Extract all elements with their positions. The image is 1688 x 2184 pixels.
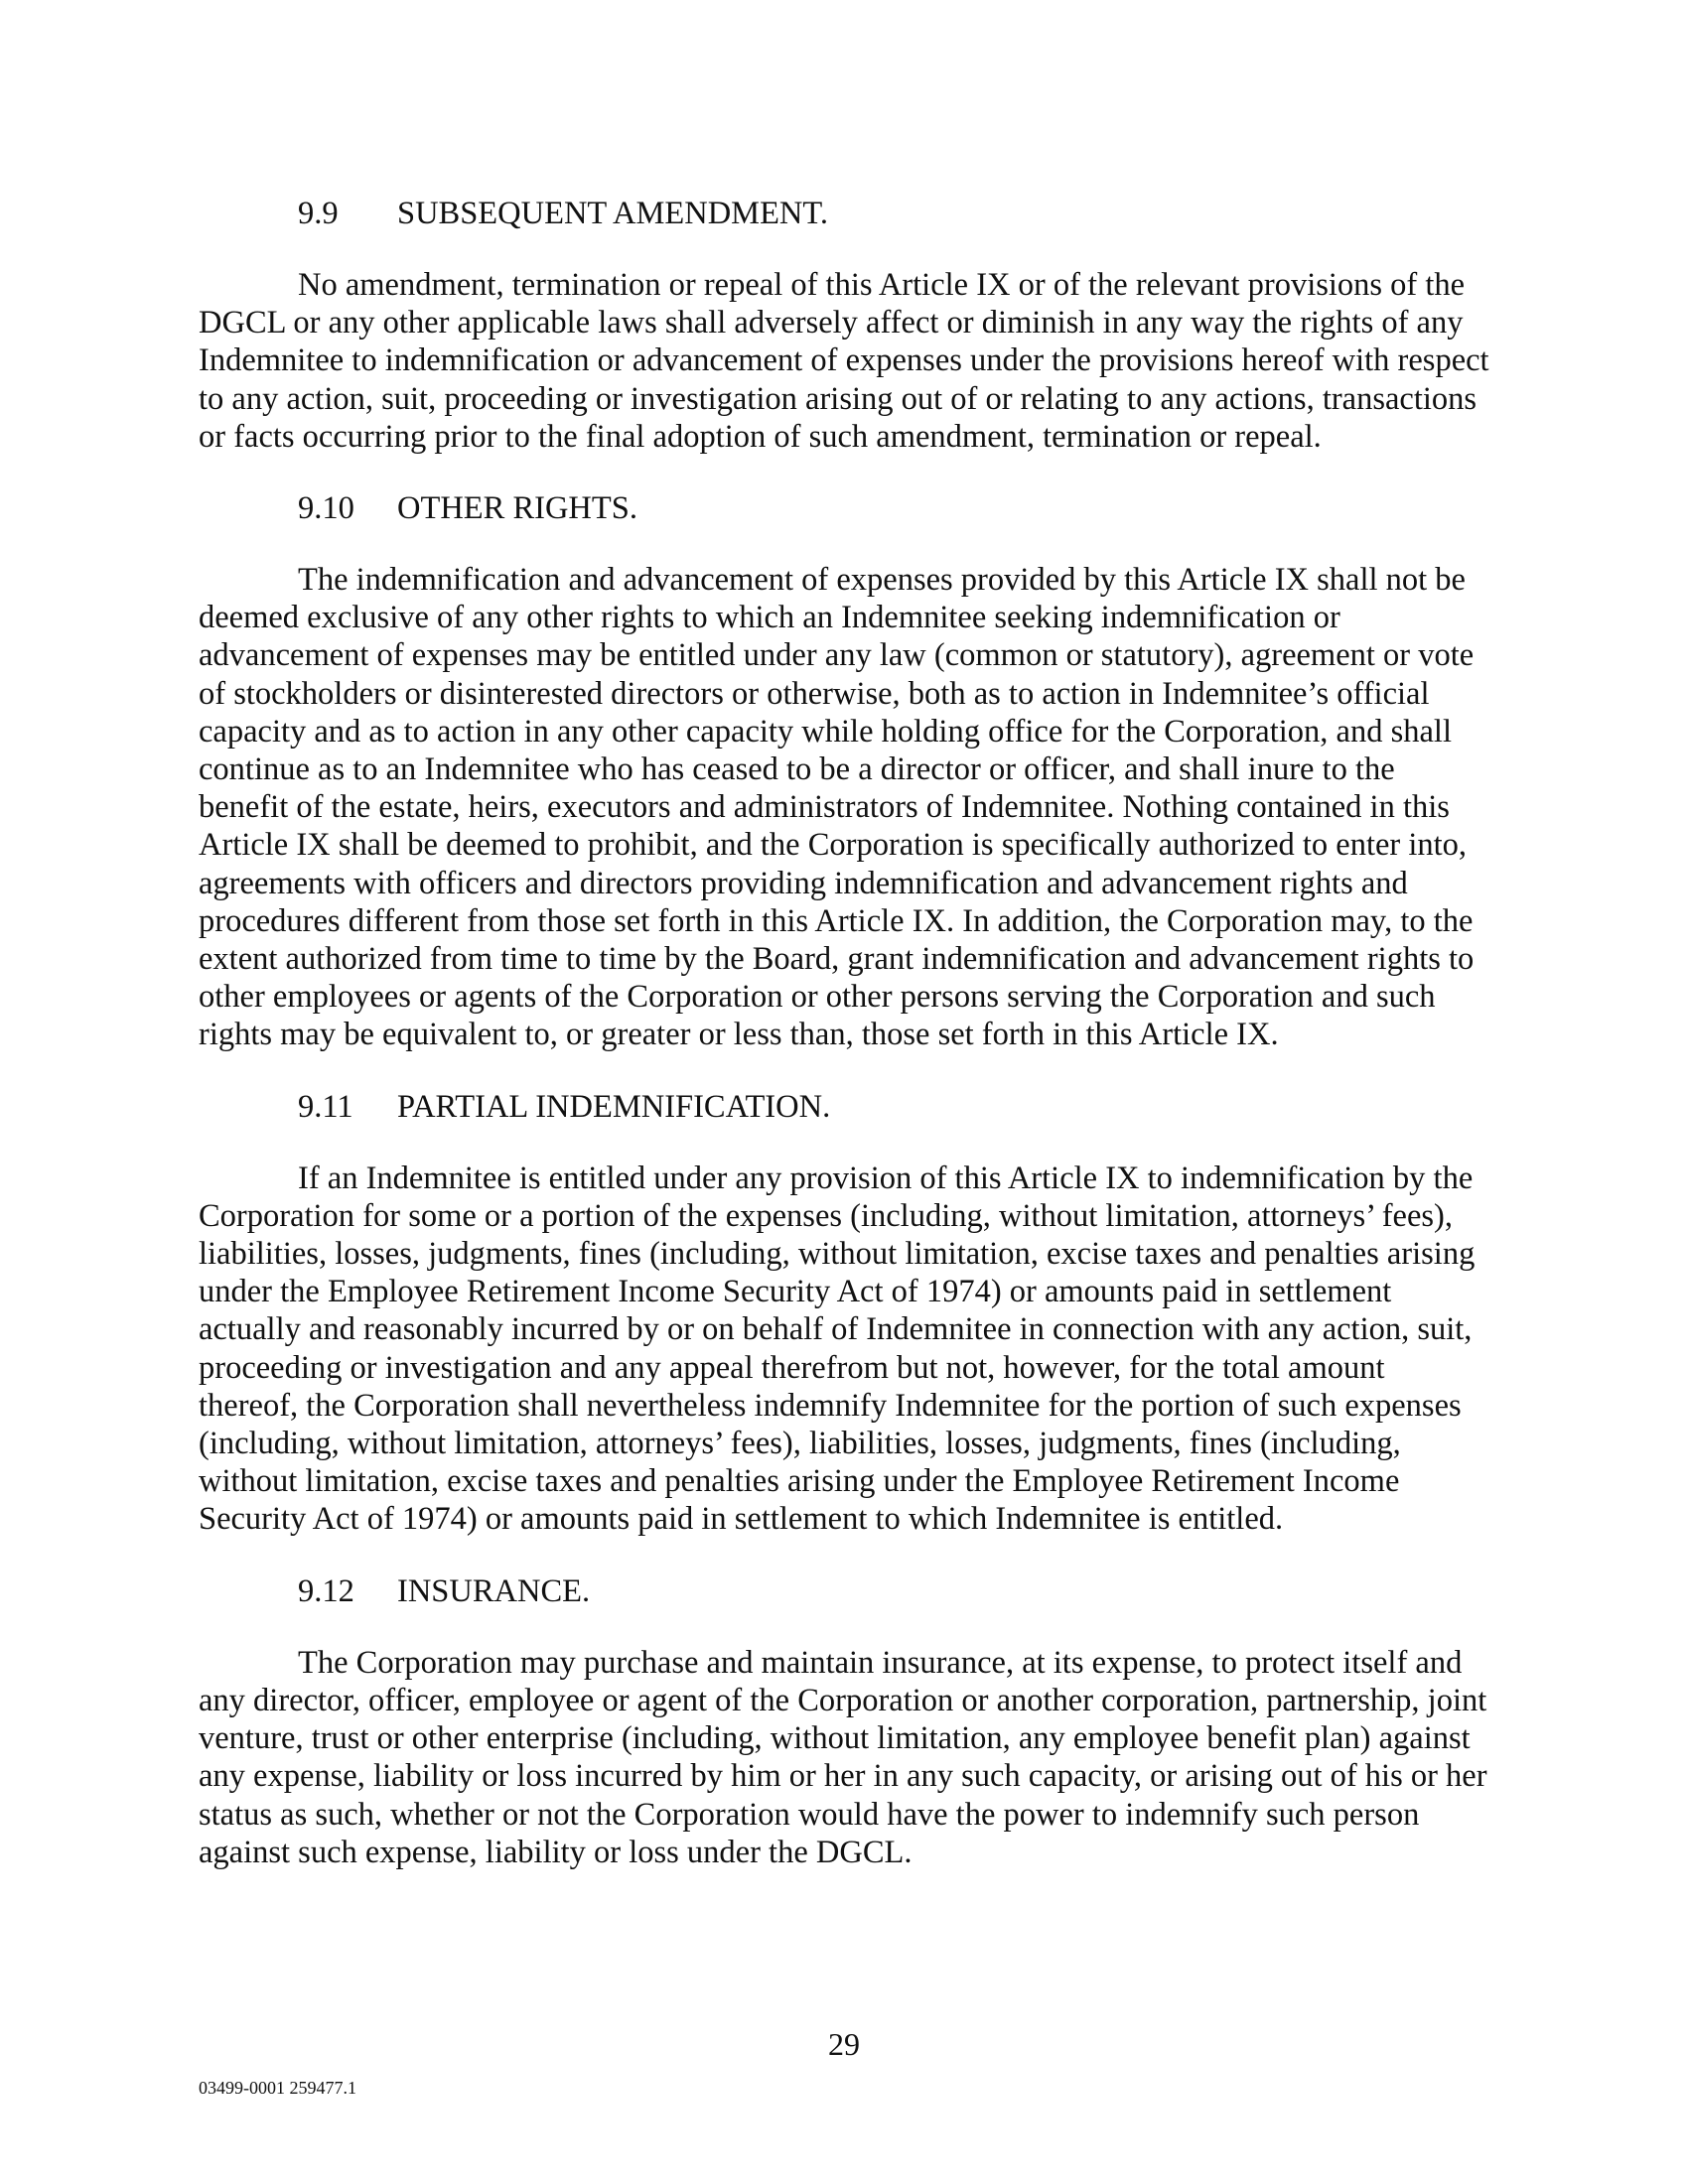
section-paragraph-9-10: The indemnification and advancement of expenses provided by this Article IX shall not be deemed exclusive of any other rights to which an Indemnitee seeking indemnification or advancement of expenses may be entitled under any law (common or statutory), agreement or vote of stockholders or disinterested directors or otherwise, both as to action in Indemnitee’s official capacity and as to action in any other capacity while holding office for the Corporation, and shall continue as to an Indemnitee who has ceased to be a director or officer, and shall inure to the benefit of the estate, heirs, executors and administrators of Indemnitee. Nothing contained in this Article IX shall be deemed to prohibit, and the Corporation is specifically authorized to enter into, agreements with officers and directors providing indemnification and advancement rights and procedures different from those set forth in this Article IX. In addition, the Corporation may, to the extent authorized from time to time by the Board, grant indemnification and advancement rights to other employees or agents of the Corporation or other persons serving the Corporation and such rights may be equivalent to, or greater or less than, those set forth in this Article IX.	[199, 562, 1475, 1053]
section-number: 9.9	[298, 196, 339, 231]
section-title: PARTIAL INDEMNIFICATION.	[397, 1088, 831, 1125]
section-heading-9-11	[199, 1088, 1489, 1126]
document-body	[199, 195, 1489, 1905]
section-title: SUBSEQUENT AMENDMENT.	[397, 196, 828, 231]
section-heading-9-9	[199, 195, 1489, 232]
section-heading-9-10	[199, 489, 1489, 527]
section-number: 9.12	[298, 1572, 354, 1609]
section-paragraph-9-12: The Corporation may purchase and maintain insurance, at its expense, to protect itself and any director, officer, employee or agent of the Corporation or another corporation, partnership, joint venture, trust or other enterprise (including, without limitation, any employee benefit plan) against any expense, liability or loss incurred by him or her in any such capacity, or arising out of his or her status as such, whether or not the Corporation would have the power to indemnify such person against such expense, liability or loss under the DGCL.	[199, 1644, 1487, 1870]
page-number: 29	[828, 2026, 860, 2062]
section-title: OTHER RIGHTS.	[397, 490, 637, 527]
section-paragraph-9-11: If an Indemnitee is entitled under any provision of this Article IX to indemnification by the Corporation for some or a portion of the expenses (including, without limitation, attorneys’ fees), liabilities, losses, judgments, fines (including, without limitation, excise taxes and penalties arising under the Employee Retirement Income Security Act of 1974) or amounts paid in settlement actually and reasonably incurred by or on behalf of Indemnitee in connection with any action, suit, proceeding or investigation and any appeal therefrom but not, however, for the total amount thereof, the Corporation shall nevertheless indemnify Indemnitee for the portion of such expenses (including, without limitation, attorneys’ fees), liabilities, losses, judgments, fines (including, without limitation, excise taxes and penalties arising under the Employee Retirement Income Security Act of 1974) or amounts paid in settlement to which Indemnitee is entitled.	[199, 1160, 1476, 1538]
section-number: 9.11	[298, 1088, 353, 1125]
section-number: 9.10	[298, 490, 354, 527]
section-paragraph-9-9: No amendment, termination or repeal of this Article IX or of the relevant provisions of the DGCL or any other applicable laws shall adversely affect or diminish in any way the rights of any Indemnitee to indemnification or advancement of expenses under the provisions hereof with respect to any action, suit, proceeding or investigation arising out of or relating to any actions, transactions or facts occurring prior to the final adoption of such amendment, termination or repeal.	[199, 267, 1489, 455]
document-id: 03499-0001 259477.1	[199, 2078, 356, 2098]
section-title: INSURANCE.	[397, 1572, 591, 1609]
section-heading-9-12	[199, 1572, 1489, 1610]
